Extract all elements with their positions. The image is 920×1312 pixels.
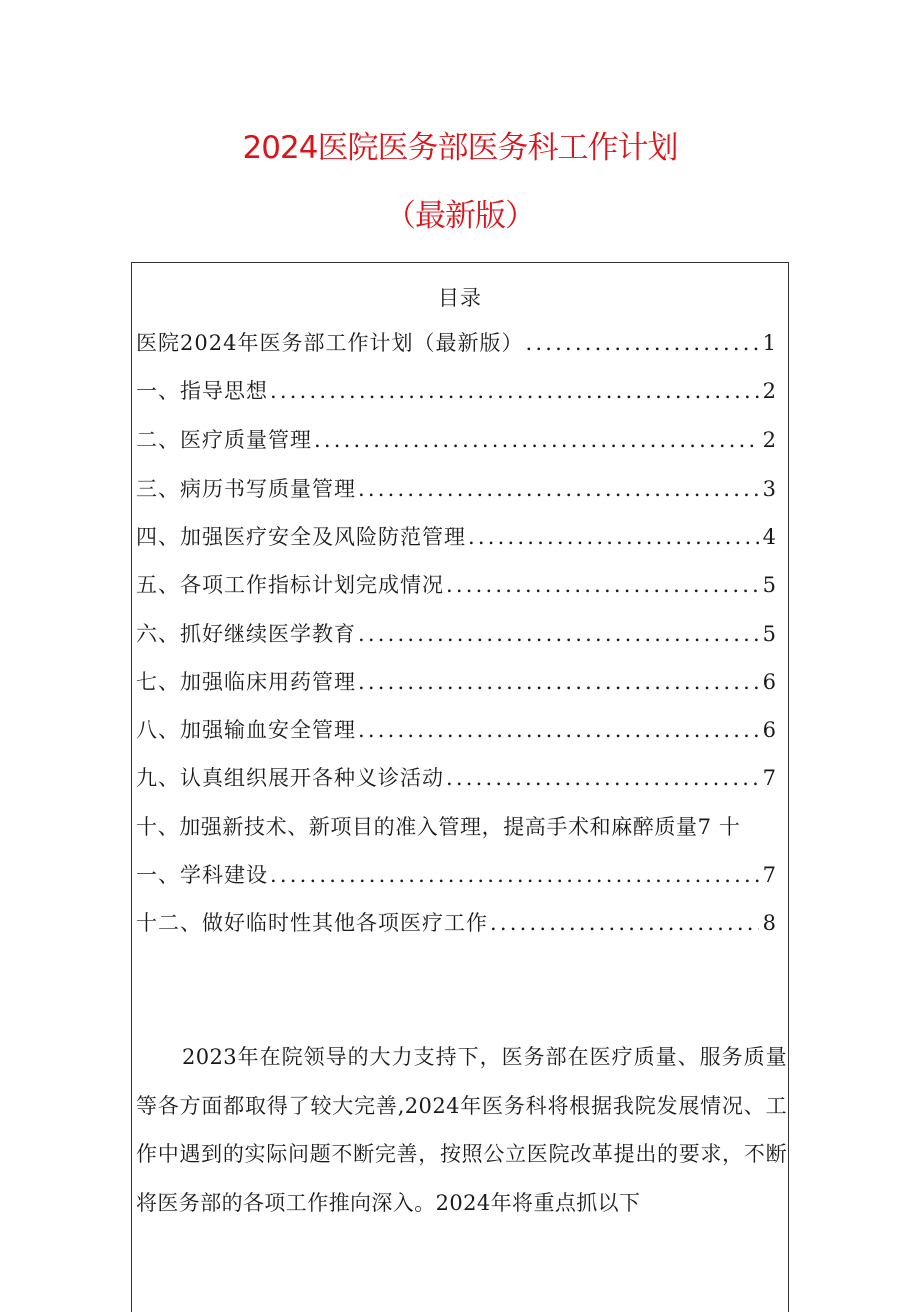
toc-entry-page: 5 xyxy=(762,622,776,646)
toc-entry-label: 三、病历书写质量管理 xyxy=(136,477,356,501)
toc-leader-dots xyxy=(358,477,759,501)
toc-entry-label: 六、抓好继续医学教育 xyxy=(136,622,356,646)
toc-entry[interactable] xyxy=(136,375,776,405)
toc-entry[interactable] xyxy=(136,714,776,744)
toc-entry-label: 一、指导思想 xyxy=(136,379,268,403)
toc-entry-page: 6 xyxy=(762,718,776,742)
document-title: 2024医院医务部医务科工作计划 xyxy=(242,130,678,166)
toc-entry[interactable] xyxy=(136,521,776,551)
toc-entry-page: 4 xyxy=(762,525,776,549)
toc-entry-page: 2 xyxy=(762,428,776,452)
toc-entry-page: 7 xyxy=(762,766,776,790)
toc-entry[interactable] xyxy=(136,907,776,937)
toc-entry-page: 7 xyxy=(762,863,776,887)
toc-leader-dots xyxy=(270,379,759,403)
toc-leader-dots xyxy=(446,766,759,790)
toc-leader-dots xyxy=(314,428,759,452)
toc-entry-label: 医院2024年医务部工作计划（最新版） xyxy=(136,331,524,355)
toc-entry-label: 十二、做好临时性其他各项医疗工作 xyxy=(136,911,488,935)
toc-entry-label: 十、加强新技术、新项目的准入管理，提高手术和麻醉质量7 十 xyxy=(136,815,741,839)
toc-entry-page: 8 xyxy=(762,911,776,935)
toc-leader-dots xyxy=(468,525,759,549)
toc-entry-page: 1 xyxy=(762,331,776,355)
toc-entry-page: 5 xyxy=(762,573,776,597)
intro-paragraph: 2023年在院领导的大力支持下，医务部在医疗质量、服务质量等各方面都取得了较大完善,2024年医务科将根据我院发展情况、工作中遇到的实际问题不断完善，按照公立医院改革提出的要求，不断将医务部的各项工作推向深入。2024年将重点抓以下 xyxy=(136,1045,787,1215)
toc-leader-dots xyxy=(358,670,759,694)
toc-entry-label: 八、加强输血安全管理 xyxy=(136,718,356,742)
toc-leader-dots xyxy=(358,718,759,742)
toc-entry-label: 九、认真组织展开各种义诊活动 xyxy=(136,766,444,790)
toc-entry[interactable] xyxy=(136,327,776,357)
toc-entry[interactable] xyxy=(136,762,776,792)
toc-entry[interactable] xyxy=(136,666,776,696)
toc-entry[interactable] xyxy=(136,569,776,599)
toc-entry-label: 四、加强医疗安全及风险防范管理 xyxy=(136,525,466,549)
toc-entry-label: 一、学科建设 xyxy=(136,863,268,887)
toc-leader-dots xyxy=(525,331,758,355)
toc-heading: 目录 xyxy=(438,286,482,310)
toc-entry[interactable] xyxy=(136,811,776,841)
toc-entry[interactable] xyxy=(136,859,776,889)
toc-entry-page: 3 xyxy=(762,477,776,501)
toc-leader-dots xyxy=(446,573,759,597)
toc-leader-dots xyxy=(270,863,759,887)
toc-entry-label: 七、加强临床用药管理 xyxy=(136,670,356,694)
document-subtitle: （最新版） xyxy=(385,198,535,234)
toc-entry-page: 6 xyxy=(762,670,776,694)
toc-entry[interactable] xyxy=(136,618,776,648)
toc-entry-label: 五、各项工作指标计划完成情况 xyxy=(136,573,444,597)
toc-entry[interactable] xyxy=(136,473,776,503)
toc-leader-dots xyxy=(490,911,759,935)
toc-entry[interactable] xyxy=(136,424,776,454)
toc-leader-dots xyxy=(358,622,759,646)
toc-entry-page: 2 xyxy=(762,379,776,403)
toc-entry-label: 二、医疗质量管理 xyxy=(136,428,312,452)
